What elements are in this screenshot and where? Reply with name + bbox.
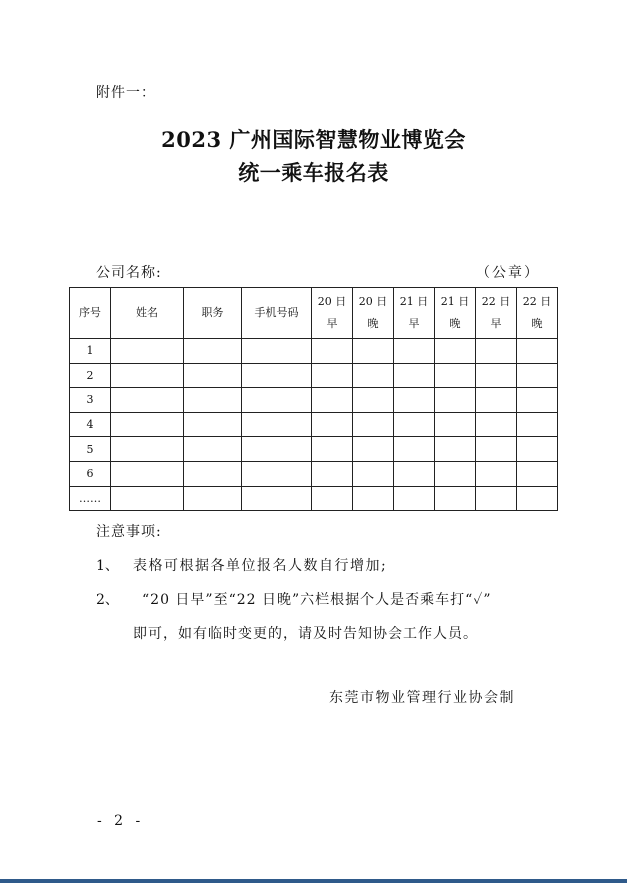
document-subtitle: 统一乘车报名表 bbox=[238, 160, 389, 185]
column-header-text: 序号 bbox=[79, 306, 101, 319]
entry-cell[interactable] bbox=[394, 412, 435, 437]
company-row bbox=[96, 262, 540, 282]
entry-cell[interactable] bbox=[312, 412, 353, 437]
entry-cell[interactable] bbox=[353, 388, 394, 413]
seal-label: （公章） bbox=[476, 265, 540, 281]
column-header bbox=[242, 288, 312, 339]
column-header-text: 手机号码 bbox=[254, 306, 299, 319]
column-header bbox=[517, 288, 558, 339]
entry-cell[interactable] bbox=[353, 339, 394, 364]
column-header bbox=[111, 288, 184, 339]
row-number-cell: …… bbox=[70, 486, 111, 511]
entry-cell[interactable] bbox=[184, 388, 242, 413]
entry-cell[interactable] bbox=[394, 339, 435, 364]
table-row bbox=[70, 388, 558, 413]
entry-cell[interactable] bbox=[435, 412, 476, 437]
entry-cell[interactable] bbox=[353, 363, 394, 388]
entry-cell[interactable] bbox=[394, 486, 435, 511]
note-1-number: 1、 bbox=[96, 558, 119, 574]
table-row bbox=[70, 363, 558, 388]
entry-cell[interactable] bbox=[242, 412, 312, 437]
entry-cell[interactable] bbox=[517, 486, 558, 511]
column-header-text: 晚 bbox=[531, 317, 543, 330]
entry-cell[interactable] bbox=[242, 437, 312, 462]
entry-cell[interactable] bbox=[111, 388, 184, 413]
entry-cell[interactable] bbox=[312, 437, 353, 462]
document-title: 2023 广州国际智慧物业博览会 bbox=[161, 127, 466, 152]
entry-cell[interactable] bbox=[184, 461, 242, 486]
row-number-cell: 5 bbox=[70, 437, 111, 462]
attachment-label: 附件一： bbox=[96, 85, 156, 101]
entry-cell[interactable] bbox=[476, 388, 517, 413]
column-header-text: 早 bbox=[490, 317, 502, 330]
entry-cell[interactable] bbox=[394, 437, 435, 462]
entry-cell[interactable] bbox=[111, 461, 184, 486]
note-2-text-line2: 即可，如有临时变更的，请及时告知协会工作人员。 bbox=[133, 626, 478, 642]
entry-cell[interactable] bbox=[517, 388, 558, 413]
entry-cell[interactable] bbox=[435, 388, 476, 413]
entry-cell[interactable] bbox=[111, 486, 184, 511]
entry-cell[interactable] bbox=[242, 363, 312, 388]
entry-cell[interactable] bbox=[242, 388, 312, 413]
entry-cell[interactable] bbox=[242, 461, 312, 486]
column-header-text: 22 日 bbox=[481, 295, 511, 308]
row-number-cell: 6 bbox=[70, 461, 111, 486]
notes-title: 注意事项: bbox=[96, 524, 162, 540]
entry-cell[interactable] bbox=[517, 363, 558, 388]
entry-cell[interactable] bbox=[312, 339, 353, 364]
column-header bbox=[353, 288, 394, 339]
column-header-text: 早 bbox=[408, 317, 420, 330]
row-number-cell: 2 bbox=[70, 363, 111, 388]
table-row bbox=[70, 412, 558, 437]
note-2-number: 2、 bbox=[96, 592, 119, 608]
column-header bbox=[394, 288, 435, 339]
entry-cell[interactable] bbox=[184, 363, 242, 388]
row-number-cell: 3 bbox=[70, 388, 111, 413]
entry-cell[interactable] bbox=[476, 412, 517, 437]
column-header-text: 21 日 bbox=[399, 295, 429, 308]
column-header bbox=[476, 288, 517, 339]
column-header bbox=[70, 288, 111, 339]
column-header-text: 早 bbox=[326, 317, 338, 330]
table-row bbox=[70, 339, 558, 364]
page-number: - 2 - bbox=[97, 813, 145, 829]
column-header-text: 20 日 bbox=[317, 295, 347, 308]
entry-cell[interactable] bbox=[312, 363, 353, 388]
entry-cell[interactable] bbox=[394, 388, 435, 413]
column-header-text: 20 日 bbox=[358, 295, 388, 308]
entry-cell[interactable] bbox=[242, 339, 312, 364]
entry-cell[interactable] bbox=[394, 363, 435, 388]
issuer-signature: 东莞市物业管理行业协会制 bbox=[329, 690, 515, 706]
company-name-label: 公司名称: bbox=[96, 265, 162, 281]
column-header-text: 职务 bbox=[201, 306, 224, 319]
column-header bbox=[312, 288, 353, 339]
table-row bbox=[70, 437, 558, 462]
entry-cell[interactable] bbox=[312, 461, 353, 486]
column-header-text: 22 日 bbox=[522, 295, 552, 308]
entry-cell[interactable] bbox=[476, 437, 517, 462]
table-header-row bbox=[70, 288, 558, 339]
column-header-text: 21 日 bbox=[440, 295, 470, 308]
entry-cell[interactable] bbox=[312, 388, 353, 413]
entry-cell[interactable] bbox=[111, 412, 184, 437]
column-header bbox=[184, 288, 242, 339]
entry-cell[interactable] bbox=[184, 486, 242, 511]
entry-cell[interactable] bbox=[435, 486, 476, 511]
entry-cell[interactable] bbox=[435, 437, 476, 462]
note-2-text-line1: “20 日早”至“22 日晚”六栏根据个人是否乘车打“✓” bbox=[142, 592, 492, 608]
entry-cell[interactable] bbox=[353, 437, 394, 462]
entry-cell[interactable] bbox=[184, 437, 242, 462]
table-row bbox=[70, 461, 558, 486]
row-number-cell: 1 bbox=[70, 339, 111, 364]
entry-cell[interactable] bbox=[517, 412, 558, 437]
entry-cell[interactable] bbox=[476, 363, 517, 388]
column-header-text: 晚 bbox=[449, 317, 461, 330]
note-1-text: 表格可根据各单位报名人数自行增加; bbox=[133, 558, 388, 574]
entry-cell[interactable] bbox=[353, 461, 394, 486]
column-header-text: 晚 bbox=[367, 317, 379, 330]
bottom-border bbox=[0, 879, 627, 883]
entry-cell[interactable] bbox=[435, 339, 476, 364]
table-row bbox=[70, 486, 558, 511]
entry-cell[interactable] bbox=[312, 486, 353, 511]
entry-cell[interactable] bbox=[184, 339, 242, 364]
entry-cell[interactable] bbox=[353, 486, 394, 511]
row-number-cell: 4 bbox=[70, 412, 111, 437]
entry-cell[interactable] bbox=[353, 412, 394, 437]
entry-cell[interactable] bbox=[517, 461, 558, 486]
entry-cell[interactable] bbox=[111, 363, 184, 388]
entry-cell[interactable] bbox=[476, 486, 517, 511]
column-header bbox=[435, 288, 476, 339]
entry-cell[interactable] bbox=[517, 339, 558, 364]
registration-table bbox=[69, 287, 558, 511]
entry-cell[interactable] bbox=[111, 437, 184, 462]
entry-cell[interactable] bbox=[476, 339, 517, 364]
entry-cell[interactable] bbox=[435, 461, 476, 486]
entry-cell[interactable] bbox=[476, 461, 517, 486]
entry-cell[interactable] bbox=[242, 486, 312, 511]
entry-cell[interactable] bbox=[517, 437, 558, 462]
entry-cell[interactable] bbox=[394, 461, 435, 486]
entry-cell[interactable] bbox=[184, 412, 242, 437]
entry-cell[interactable] bbox=[111, 339, 184, 364]
column-header-text: 姓名 bbox=[136, 306, 158, 319]
table-body bbox=[70, 339, 558, 511]
entry-cell[interactable] bbox=[435, 363, 476, 388]
